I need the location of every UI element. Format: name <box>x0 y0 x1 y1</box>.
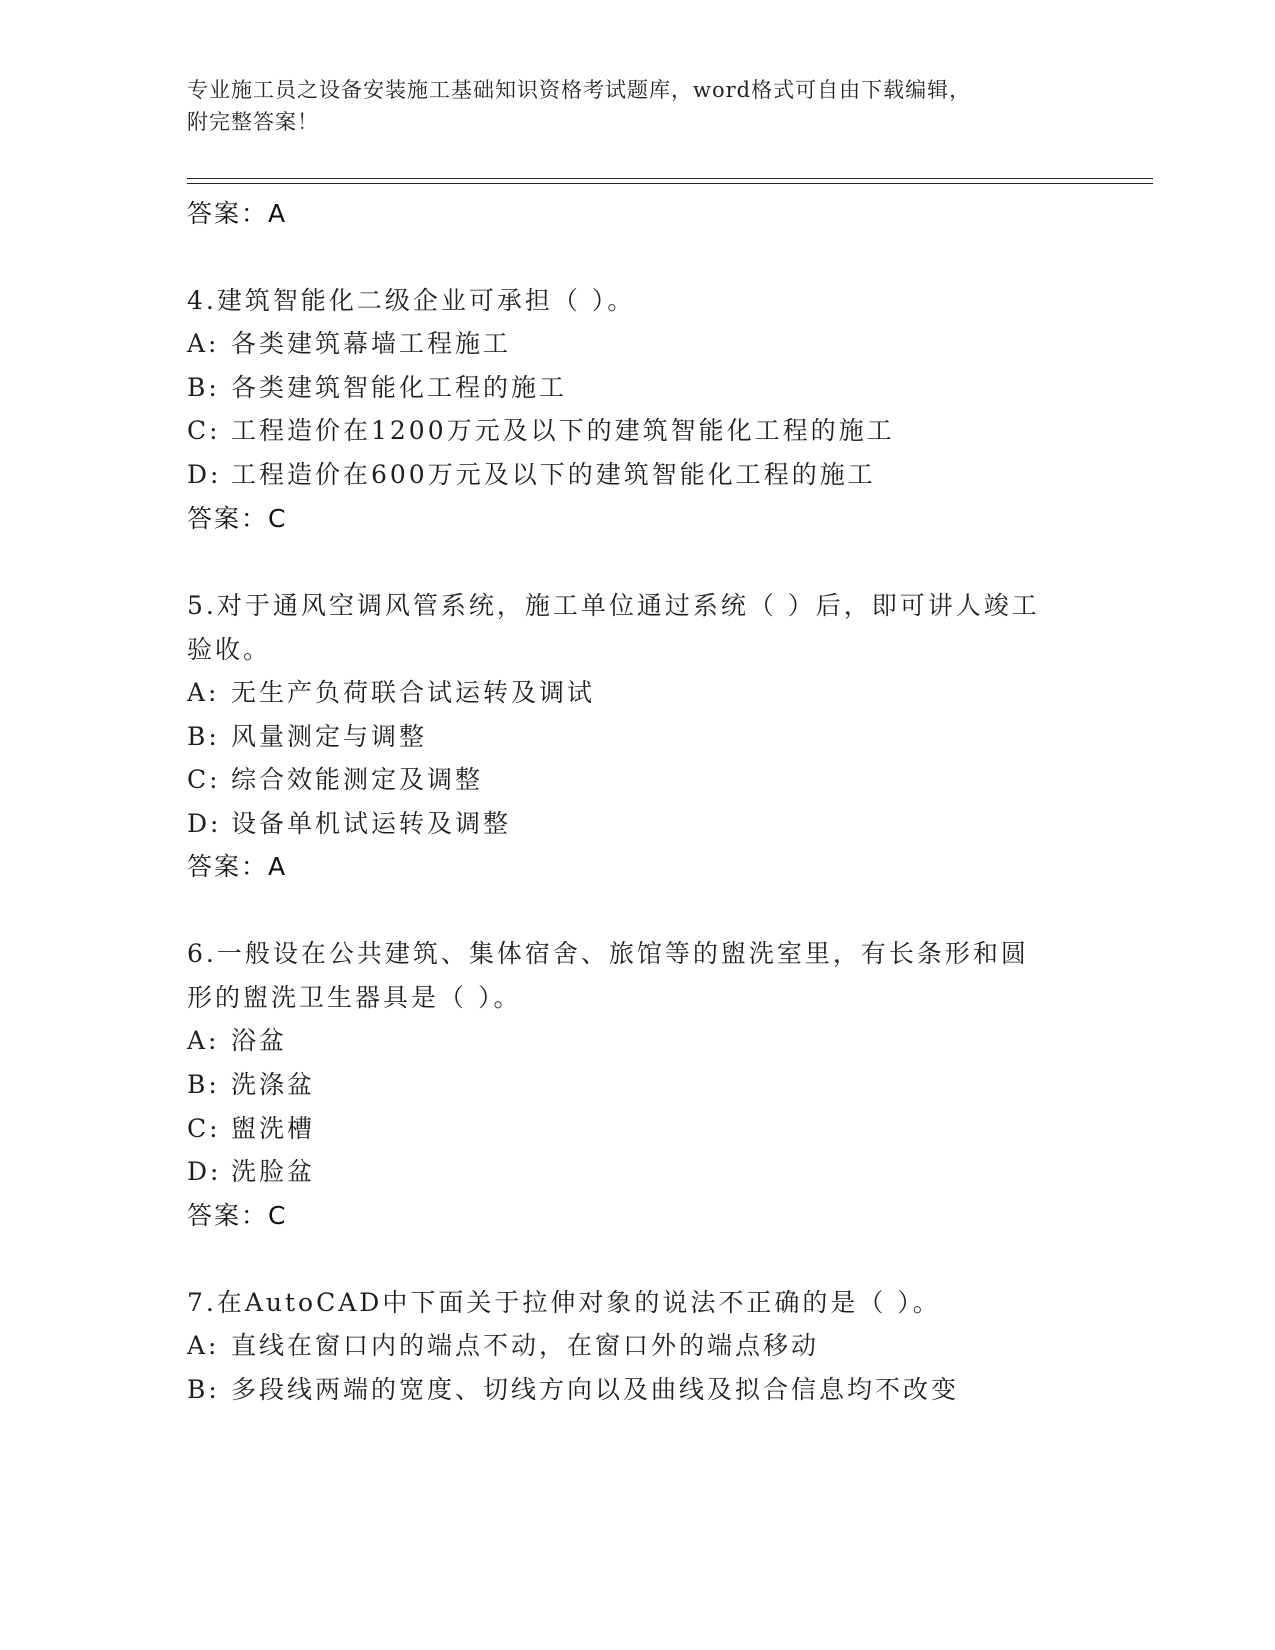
question-stem: 6.一般设在公共建筑、集体宿舍、旅馆等的盥洗室里，有长条形和圆 <box>187 939 1029 968</box>
option-key: C: <box>187 416 221 445</box>
answer-value: A <box>268 199 288 228</box>
option-text: 洗涤盆 <box>231 1070 316 1099</box>
question-stem: 4.建筑智能化二级企业可承担（ ）。 <box>187 286 636 315</box>
answer-label: 答案： <box>187 504 269 533</box>
option-key: A: <box>187 1331 220 1360</box>
option-key: C: <box>187 1114 221 1143</box>
answer-value: C <box>268 504 288 533</box>
answer-label: 答案： <box>187 199 269 228</box>
option-text: 各类建筑幕墙工程施工 <box>231 329 512 358</box>
option-key: B: <box>187 722 220 751</box>
option-text: 多段线两端的宽度、切线方向以及曲线及拟合信息均不改变 <box>231 1375 960 1404</box>
answer-line <box>187 847 287 883</box>
answer-label: 答案： <box>187 852 269 881</box>
option-row <box>187 1152 315 1188</box>
answer-value: C <box>268 1201 288 1230</box>
option-row <box>187 455 876 491</box>
option-key: D: <box>187 809 222 838</box>
option-text: 无生产负荷联合试运转及调试 <box>231 678 596 707</box>
option-row <box>187 804 511 840</box>
option-text: 直线在窗口内的端点不动，在窗口外的端点移动 <box>231 1331 820 1360</box>
option-row <box>187 1326 819 1362</box>
header-line-1: 专业施工员之设备安装施工基础知识资格考试题库，word格式可自由下载编辑， <box>187 78 972 102</box>
option-text: 洗脸盆 <box>231 1157 316 1186</box>
answer-line <box>187 1196 287 1232</box>
option-row <box>187 760 483 796</box>
option-text: 各类建筑智能化工程的施工 <box>231 373 568 402</box>
question-stem-continued: 验收。 <box>187 635 272 664</box>
answer-line <box>187 194 287 230</box>
option-key: A: <box>187 1026 220 1055</box>
question-stem: 5.对于通风空调风管系统，施工单位通过系统（ ）后，即可讲人竣工 <box>187 591 1040 620</box>
option-text: 盥洗槽 <box>231 1114 316 1143</box>
question-stem: 7.在AutoCAD中下面关于拉伸对象的说法不正确的是（ ）。 <box>187 1288 941 1317</box>
option-row <box>187 717 427 753</box>
option-key: A: <box>187 678 220 707</box>
option-text: 浴盆 <box>231 1026 288 1055</box>
question-stem-continued: 形的盥洗卫生器具是（ ）。 <box>187 983 522 1012</box>
option-text: 工程造价在1200万元及以下的建筑智能化工程的施工 <box>231 416 895 445</box>
header-divider-bottom <box>187 183 1153 184</box>
option-key: B: <box>187 1375 220 1404</box>
option-key: D: <box>187 460 222 489</box>
answer-value: A <box>268 852 288 881</box>
option-row <box>187 1021 287 1057</box>
option-text: 工程造价在600万元及以下的建筑智能化工程的施工 <box>231 460 876 489</box>
answer-line <box>187 499 287 535</box>
option-key: B: <box>187 373 220 402</box>
header-line-2: 附完整答案！ <box>187 110 319 134</box>
option-row <box>187 1370 959 1406</box>
option-text: 风量测定与调整 <box>231 722 428 751</box>
answer-label: 答案： <box>187 1201 269 1230</box>
option-row <box>187 673 595 709</box>
option-key: A: <box>187 329 220 358</box>
option-key: B: <box>187 1070 220 1099</box>
option-row <box>187 324 511 360</box>
option-text: 设备单机试运转及调整 <box>231 809 512 838</box>
header-divider-top <box>187 178 1153 179</box>
option-text: 综合效能测定及调整 <box>231 765 484 794</box>
option-row <box>187 1065 315 1101</box>
option-key: C: <box>187 765 221 794</box>
option-row <box>187 368 567 404</box>
option-row <box>187 411 895 447</box>
document-header <box>187 74 1067 138</box>
option-key: D: <box>187 1157 222 1186</box>
option-row <box>187 1109 315 1145</box>
